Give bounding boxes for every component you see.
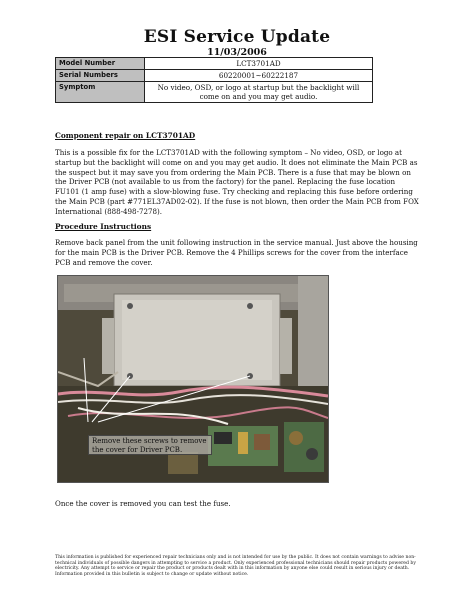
photo-annotation: Remove these screws to remove the cover for Driver PCB. [88, 435, 212, 455]
model-label: Model Number [56, 58, 145, 70]
model-row [56, 58, 373, 70]
model-value: LCT3701AD [145, 58, 373, 70]
product-info-table [55, 57, 373, 103]
procedure-heading: Procedure Instructions [55, 222, 152, 231]
symptom-label: Symptom [56, 82, 145, 103]
component-repair-text: This is a possible fix for the LCT3701AD with the following symptom – No video, OSD, or logo at startup but the backlight will come on and you may get audio. It does not eliminate the Main PCB as the suspect but it may save you from ordering the Main PCB. There is a fuse that may be blown on the Driver PCB (not available to us from the factory) for the panel. Replacing the fuse location FU101 (1 amp fuse) with a slow-blowing fuse. Try checking and replacing this fuse before ordering the Main PCB (part #771EL37AD02-02). If the fuse is not blown, then order the Main PCB from FOX International (888-498-7278). [55, 148, 419, 216]
serial-label: Serial Numbers [56, 70, 145, 82]
serial-value: 60220001~60222187 [145, 70, 373, 82]
closing-text: Once the cover is removed you can test the fuse. [55, 499, 231, 508]
procedure-text: Remove back panel from the unit following instruction in the service manual. Just above the housing for the main PCB is the Driver PCB. Remove the 4 Phillips screws for the cover from the interface PCB and remove the cover. [55, 238, 418, 267]
disclaimer-footer: This information is published for experienced repair technicians only and is not intended for use by the public. It does not contain warnings to advise non-technical individuals of possible dangers in attempting to service a product. Only experienced professional technicians should repair products powered by electricity. Any attempt to service or repair the product or products dealt with in this information by anyone else could result in serious injury or death. Information provided in this bulletin is subject to change or update without notice. [55, 555, 416, 577]
symptom-value: No video, OSD, or logo at startup but the backlight will come on and you may get audio. [145, 82, 373, 103]
symptom-row [56, 82, 373, 103]
page-title: ESI Service Update [143, 27, 331, 47]
component-repair-heading: Component repair on LCT3701AD [55, 131, 196, 140]
serial-row [56, 70, 373, 82]
document-date: 11/03/2006 [207, 47, 267, 58]
